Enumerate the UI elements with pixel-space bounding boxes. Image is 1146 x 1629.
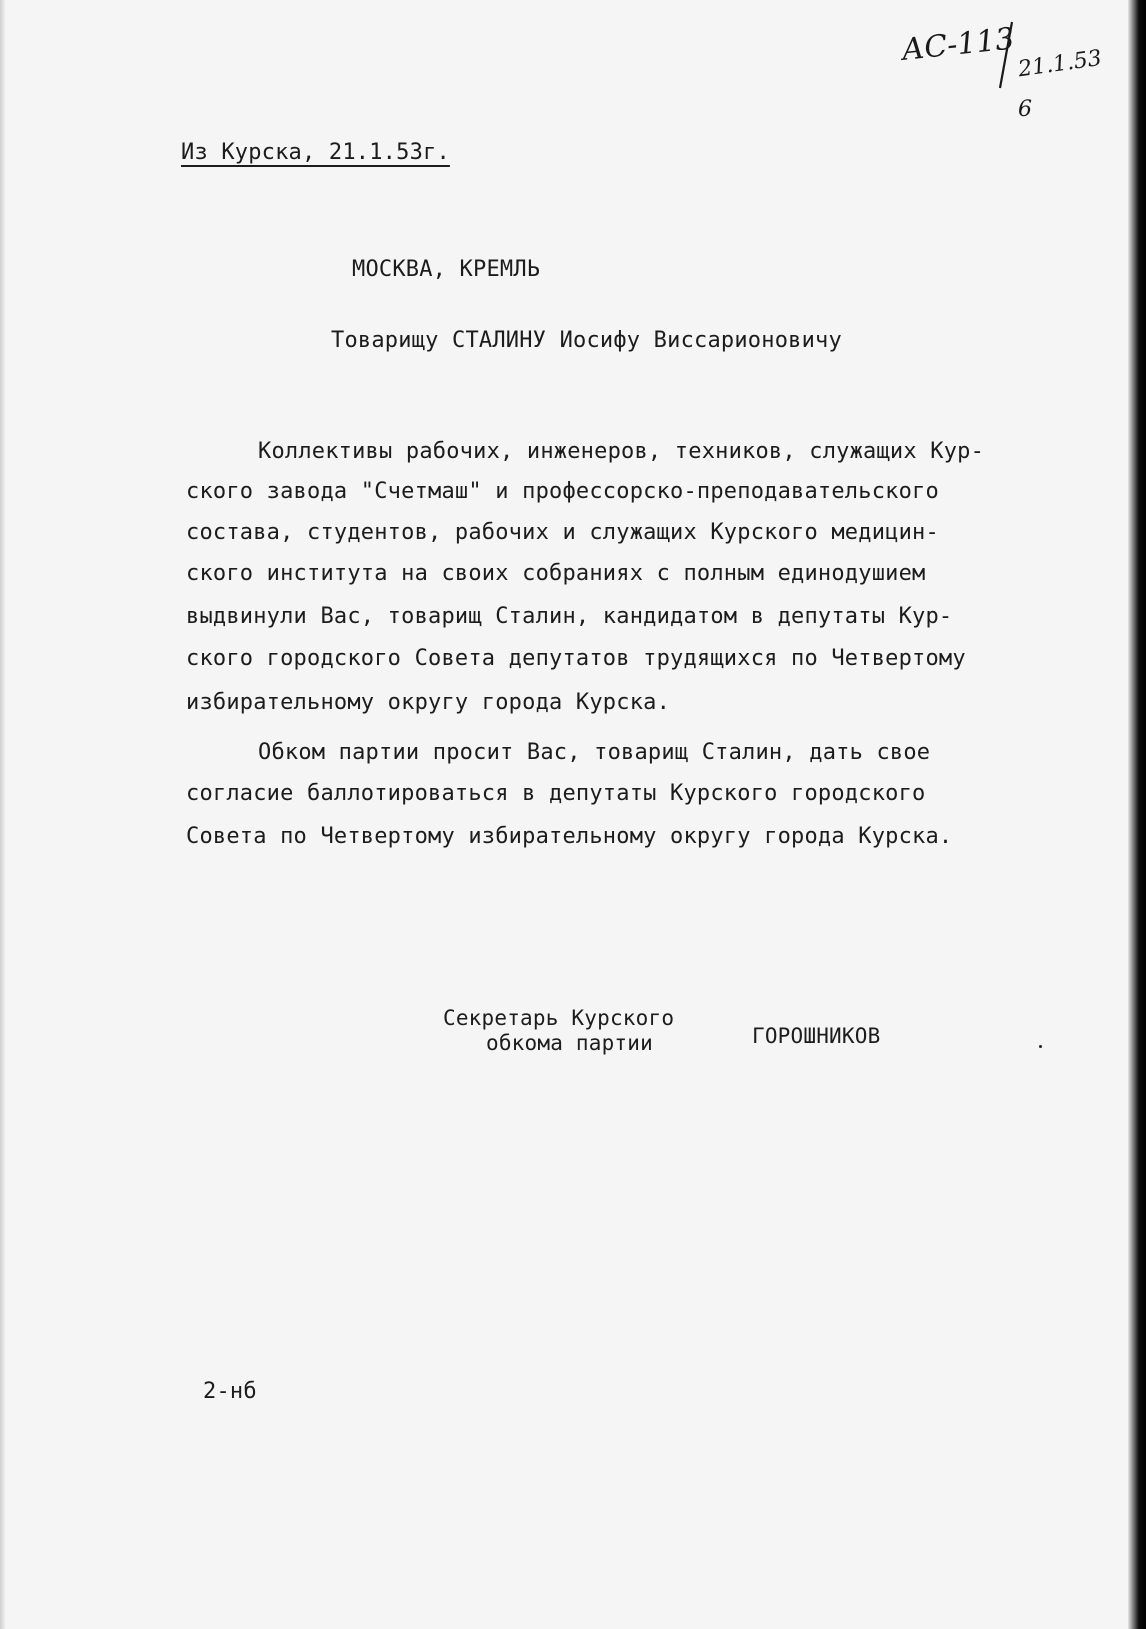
archive-date: 21.1.53 bbox=[1016, 45, 1104, 83]
footer-code: 2-нб bbox=[203, 1379, 257, 1404]
scan-edge-right bbox=[1128, 0, 1146, 1629]
body-line: Коллективы рабочих, инженеров, техников, служащих Кур- bbox=[258, 439, 985, 464]
signature-title-line-2: обкома партии bbox=[486, 1031, 653, 1055]
body-line: ского института на своих собраниях с полным единодушием bbox=[186, 561, 926, 586]
body-line: ского завода "Счетмаш" и профессорско-преподавательского bbox=[186, 479, 939, 504]
body-line: Обком партии просит Вас, товарищ Сталин, дать свое bbox=[258, 740, 931, 765]
stray-ink-dot bbox=[1039, 1045, 1042, 1048]
sheet-number: 6 bbox=[1018, 97, 1032, 120]
signature-name: ГОРОШНИКОВ bbox=[752, 1024, 881, 1048]
body-line: выдвинули Вас, товарищ Сталин, кандидатом в депутаты Кур- bbox=[186, 604, 953, 629]
body-line: ского городского Совета депутатов трудящихся по Четвертому bbox=[186, 646, 966, 671]
body-line: избирательному округу города Курска. bbox=[186, 690, 671, 715]
archive-code: АС-113 bbox=[900, 21, 1017, 68]
archive-handwritten-mark bbox=[900, 10, 1110, 120]
address-line: МОСКВА, КРЕМЛЬ bbox=[352, 257, 541, 282]
signature-title-line-1: Секретарь Курского bbox=[443, 1006, 675, 1030]
scan-edge-left bbox=[0, 0, 6, 1629]
body-line: согласие баллотироваться в депутаты Курского городского bbox=[186, 781, 926, 806]
recipient-line: Товарищу СТАЛИНУ Иосифу Виссарионовичу bbox=[331, 328, 842, 353]
body-line: состава, студентов, рабочих и служащих Курского медицин- bbox=[186, 520, 939, 545]
origin-date-line: Из Курска, 21.1.53г. bbox=[181, 140, 450, 165]
body-line: Совета по Четвертому избирательному округу города Курска. bbox=[186, 824, 953, 849]
